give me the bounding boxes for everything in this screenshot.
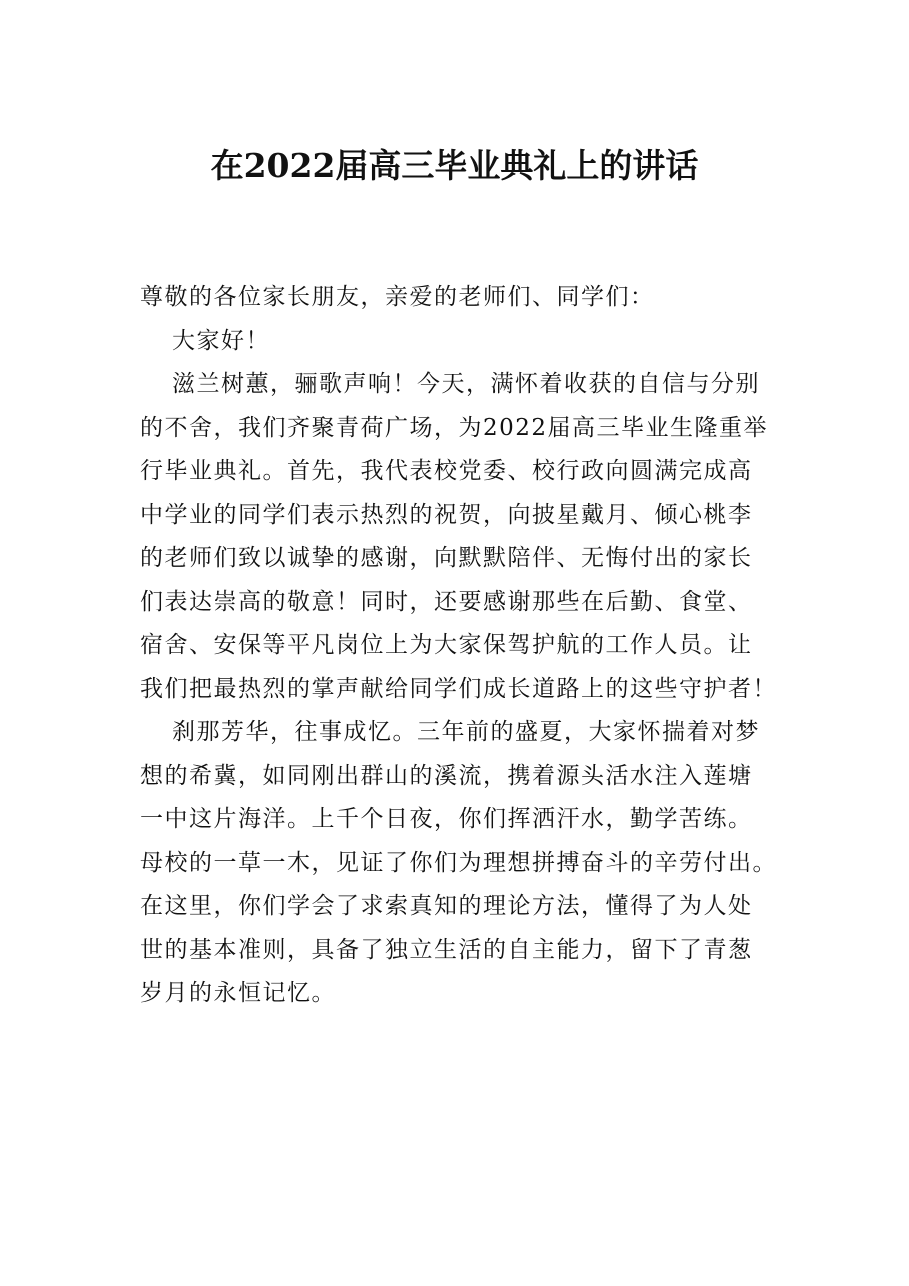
paragraph-line: 的不舍，我们齐聚青荷广场，为2022届高三毕业生隆重举: [140, 414, 769, 441]
paragraph-line: 们表达崇高的敬意！同时，还要感谢那些在后勤、食堂、: [140, 588, 753, 615]
paragraph-1: [140, 363, 780, 711]
paragraph-line: 行毕业典礼。首先，我代表校党委、校行政向圆满完成高: [140, 458, 753, 484]
paragraph-2: [140, 711, 780, 1016]
paragraph-line: 的老师们致以诚挚的感谢，向默默陪伴、无悔付出的家长: [140, 545, 753, 571]
paragraph-line: 中学业的同学们表示热烈的祝贺，向披星戴月、倾心桃李: [140, 501, 753, 528]
paragraph-line: 岁月的永恒记忆。: [140, 980, 336, 1006]
greeting: 大家好！: [172, 327, 270, 354]
document-title: 在2022届高三毕业典礼上的讲话: [210, 146, 699, 185]
paragraph-line: 想的希冀，如同刚出群山的溪流，携着源头活水注入莲塘: [140, 762, 753, 789]
document-body: [140, 276, 780, 1016]
paragraph-line: 一中这片海洋。上千个日夜，你们挥洒汗水，勤学苦练。: [140, 806, 753, 832]
paragraph-line: 在这里，你们学会了求索真知的理论方法，懂得了为人处: [140, 893, 753, 919]
paragraph-line: 滋兰树蕙，骊歌声响！今天，满怀着收获的自信与分别: [172, 371, 760, 397]
paragraph-line: 我们把最热烈的掌声献给同学们成长道路上的这些守护者！: [140, 675, 777, 702]
paragraph-line: 刹那芳华，往事成忆。三年前的盛夏，大家怀揣着对梦: [172, 719, 760, 745]
paragraph-line: 世的基本准则，具备了独立生活的自主能力，留下了青葱: [140, 936, 753, 963]
paragraph-line: 宿舍、安保等平凡岗位上为大家保驾护航的工作人员。让: [140, 632, 753, 658]
salutation: 尊敬的各位家长朋友，亲爱的老师们、同学们：: [140, 284, 655, 310]
paragraph-line: 母校的一草一木，见证了你们为理想拼搏奋斗的辛劳付出。: [140, 849, 777, 876]
